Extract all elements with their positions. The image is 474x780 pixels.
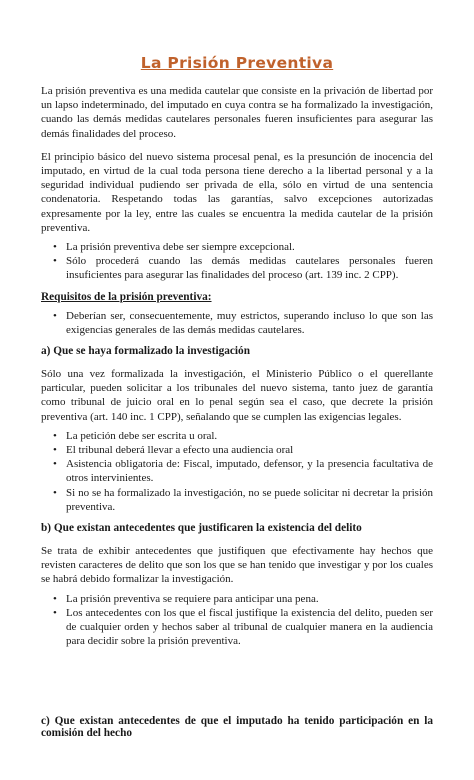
section-b-heading: b) Que existan antecedentes que justificaren la existencia del delito (41, 522, 362, 535)
list-item: • La petición debe ser escrita u oral. (66, 429, 433, 443)
list-item: • La prisión preventiva debe ser siempre excepcional. (66, 240, 433, 254)
list-item: • La prisión preventiva se requiere para anticipar una pena. (66, 592, 433, 606)
section-c-heading: c) Que existan antecedentes de que el imputado ha tenido participación en la comisión del hecho (41, 714, 433, 739)
spacer (41, 657, 433, 713)
list-item: • Si no se ha formalizado la investigación, no se puede solicitar ni decretar la prisión preventiva. (66, 486, 433, 514)
section-b-bullet-list (41, 592, 433, 649)
list-item: • Sólo procederá cuando las demás medidas cautelares personales fueren insuficientes para asegurar las finalidades del proceso (art. 139 inc. 2 CPP). (66, 254, 433, 282)
list-item: • El tribunal deberá llevar a efecto una audiencia oral (66, 443, 433, 457)
requisitos-bullet-list (41, 309, 433, 337)
intro-paragraph: La prisión preventiva es una medida cautelar que consiste en la privación de libertad por un lapso indeterminado, del imputado en cuya contra se ha formalizado la investigación, cuando las demás medidas cautelares personales fueren insuficientes para asegurar las demás finalidades del proceso. (41, 85, 433, 140)
list-item: • Asistencia obligatoria de: Fiscal, imputado, defensor, y la presencia facultativa de otros intervinientes. (66, 457, 433, 485)
section-a-heading: a) Que se haya formalizado la investigación (41, 345, 250, 358)
list-item: • Deberían ser, consecuentemente, muy estrictos, superando incluso lo que son las exigencias generales de las demás medidas cautelares. (66, 309, 433, 337)
principle-bullet-list (41, 240, 433, 283)
section-a-paragraph: Sólo una vez formalizada la investigación, el Ministerio Público o el querellante particular, pueden solicitar a los tribunales del nuevo sistema, tanto juez de garantía como tribunal de juicio oral en lo penal según sea el caso, que decrete la prisión preventiva (art. 140 inc. 1 CPP), señalando que se cumplen las exigencias legales. (41, 368, 433, 423)
section-b-paragraph: Se trata de exhibir antecedentes que justifiquen que efectivamente hay hechos que revisten caracteres de delito que son los que se han tenido que investigar y por los cuales se habrá debido formalizar la investigación. (41, 545, 433, 586)
list-item: • Los antecedentes con los que el fiscal justifique la existencia del delito, pueden ser de cualquier orden y hechos saber al tribunal de cualquier manera en la audiencia para decidir sobre la prisión preventiva. (66, 606, 433, 649)
principle-paragraph: El principio básico del nuevo sistema procesal penal, es la presunción de inocencia del imputado, en virtud de la cual toda persona tiene derecho a la libertad personal y a la seguridad individual pudiendo ser privada de ella, sólo en virtud de una sentencia condenatoria. Respetando todas las garantías, salvo excepciones autorizadas expresamente por la ley, entre las cuales se encuentra la medida cautelar de la prisión preventiva. (41, 150, 433, 234)
page-title: La Prisión Preventiva (140, 54, 334, 72)
requisitos-heading: Requisitos de la prisión preventiva: (41, 290, 212, 303)
section-a-bullet-list (41, 429, 433, 514)
